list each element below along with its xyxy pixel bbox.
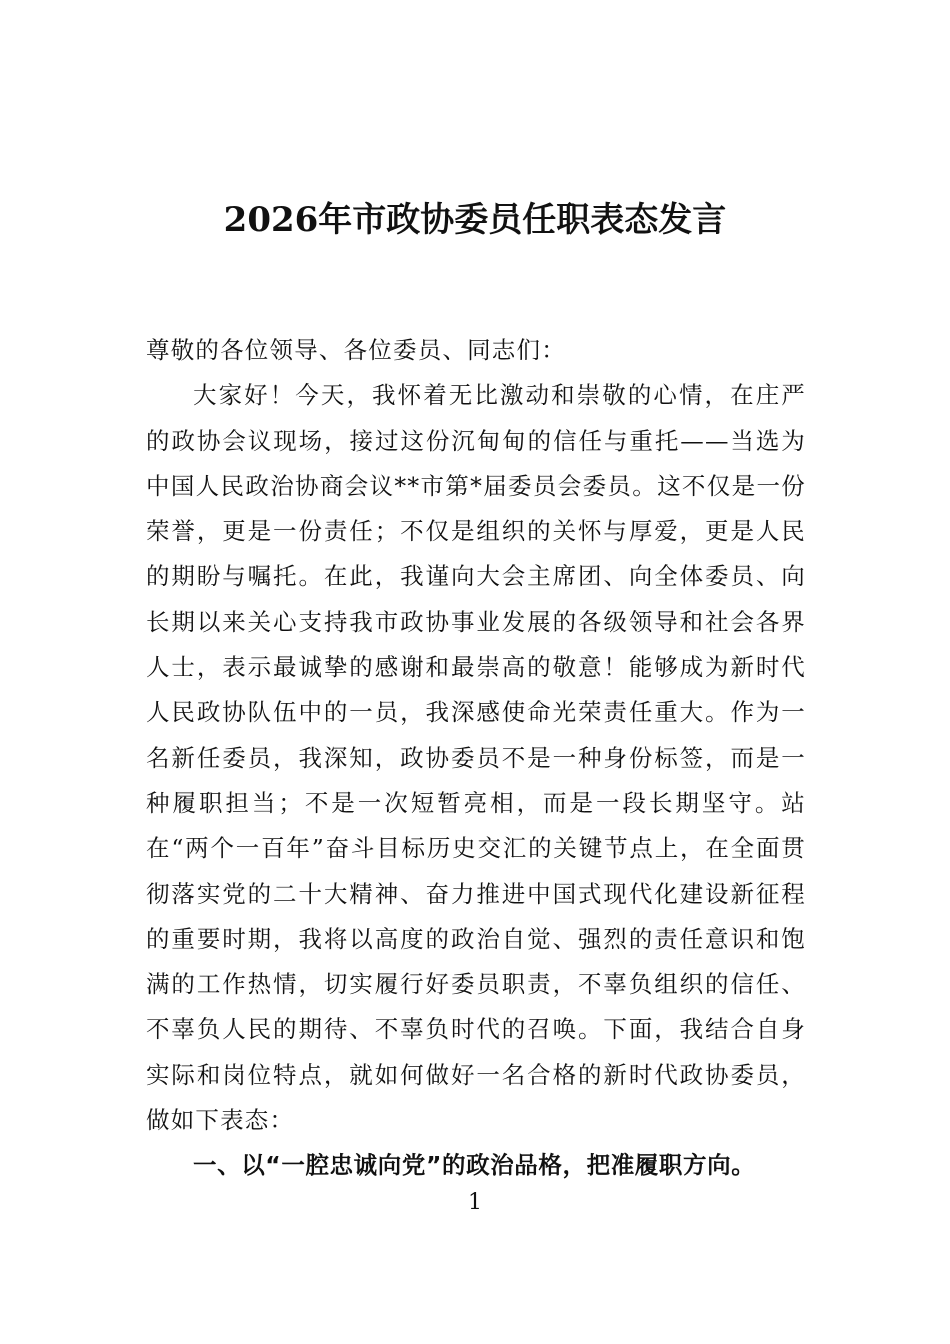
paragraph: 大家好！今天，我怀着无比激动和崇敬的心情，在庄严的政协会议现场，接过这份沉甸甸的信任与重托——当选为中国人民政治协商会议**市第*届委员会委员。这不仅是一份荣誉，更是一份责任；不仅是组织的关怀与厚爱，更是人民的期盼与嘱托。在此，我谨向大会主席团、向全体委员、向长期以来关心支持我市政协事业发展的各级领导和社会各界人士，表示最诚挚的感谢和最崇高的敬意！能够成为新时代人民政协队伍中的一员，我深感使命光荣责任重大。作为一名新任委员，我深知，政协委员不是一种身份标签，而是一种履职担当；不是一次短暂亮相，而是一段长期坚守。站在“两个一百年”奋斗目标历史交汇的关键节点上，在全面贯彻落实党的二十大精神、奋力推进中国式现代化建设新征程的重要时期，我将以高度的政治自觉、强烈的责任意识和饱满的工作热情，切实履行好委员职责，不辜负组织的信任、不辜负人民的期待、不辜负时代的召唤。下面，我结合自身实际和岗位特点，就如何做好一名合格的新时代政协委员，做如下表态： [146,381,806,1135]
salutation: 尊敬的各位领导、各位委员、同志们： [146,336,566,364]
document-body [146,328,806,1189]
section-heading: 一、以“一腔忠诚向党”的政治品格，把准履职方向。 [193,1151,756,1180]
page-number: 1 [468,1190,482,1215]
document-title: 2026年市政协委员任职表态发言 [223,200,727,240]
